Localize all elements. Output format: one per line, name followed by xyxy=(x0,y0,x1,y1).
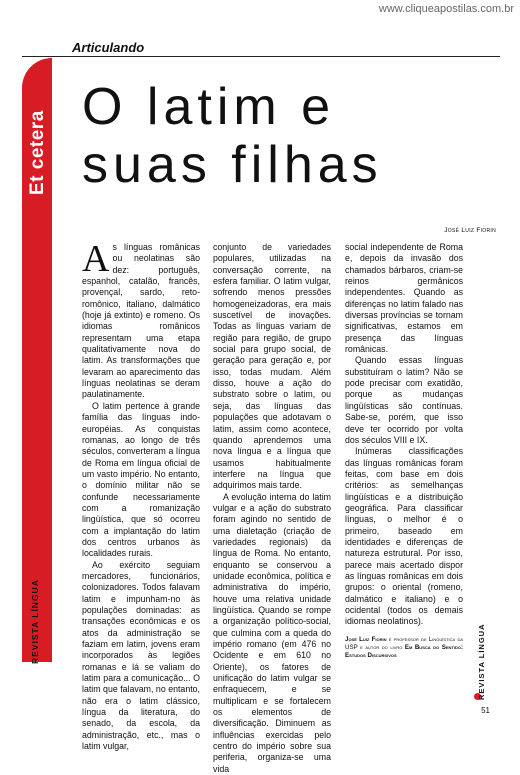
text-column-2 xyxy=(213,242,331,775)
bio-name: José Luiz Fiorin xyxy=(345,635,387,643)
title-line-1: O latim e xyxy=(82,78,336,136)
bio-text: é professor de Lingüística da USP e autor do livro xyxy=(345,635,463,651)
paragraph: conjunto de variedades populares, utilizadas na conversação corrente, na esfera familiar. O latim vulgar, sofrendo menos pressões homogeneizadoras, era mais suscetível de inovações. Todas as línguas variam de região para região, de grupo social para grupo social, de geração para geração e, por isso, todas mudam. Além disso, houve a ação do substrato sobre o latim, ou seja, das línguas das populações que adotavam o latim, assim como acontece, quando aprendemos uma nova língua e a língua que usamos habitualmente interfere na língua que adquirimos mais tarde. xyxy=(213,242,331,491)
page-number: 51 xyxy=(481,706,490,715)
text-column-3 xyxy=(345,242,463,660)
paragraph: social independente de Roma e, depois da invasão dos chamados bárbaros, criam-se reinos germânicos independentes. Quando as diferenças no latim falado nas diversas províncias se tornam significativas, estamos em presença das línguas românicas. xyxy=(345,242,463,355)
author-byline: José Luiz Fiorin xyxy=(444,227,496,234)
paragraph: As línguas românicas ou neolatinas são dez: português, espanhol, catalão, francês, provençal, sardo, reto-romônico, italiano, dalmático (hoje já extinto) e romeno. Os idiomas românicos representam uma etapa qualitativamente nova do latim. As transformações que levaram ao aparecimento das línguas neolatinas se deram paulatinamente. xyxy=(82,238,200,400)
author-bio xyxy=(345,636,463,660)
paragraph: Quando essas línguas substituíram o latim? Não se pode precisar com exatidão, porque as mudanças lingüísticas são contínuas. Sabe-se, porém, que isso deve ter ocorrido por volta dos séculos VIII e IX. xyxy=(345,355,463,445)
bio-book: Em Busca do Sentido: Estudos Discursivos xyxy=(345,643,463,659)
paragraph: A evolução interna do latim vulgar e a ação do substrato foram agindo no sentido de uma dialetação (criação de variedades regionais) da língua de Roma. No entanto, enquanto se conservou a unidade econômica, política e administrativa do império, houve uma relativa unidade lingüística. Quando se rompe a organização político-social, que culmina com a queda do império romano (em 476 no Ocidente e em 610 no Oriente), os fatores de unificação do latim vulgar se enfraquecem, e se multiplicam e se fortalecem os elementos de diversificação. Diminuem as influências exercidas pelo centro do império sobre sua periferia, organiza-se uma vida xyxy=(213,491,331,774)
title-line-2: suas filhas xyxy=(82,136,383,194)
site-url: www.cliqueapostilas.com.br xyxy=(378,3,514,15)
article-title xyxy=(82,78,383,194)
header-rule xyxy=(22,56,500,57)
magazine-name-right: REVISTA LÍNGUA xyxy=(477,623,486,700)
section-label: Articulando xyxy=(72,40,145,55)
text-column-1 xyxy=(82,238,200,752)
paragraph: O latim pertence à grande família das línguas indo-européias. As conquistas romanas, ao longo de três séculos, converteram a língua de Roma em língua oficial de um vasto império. No entanto, o domínio militar não se confunde necessariamente com a romanização lingüística, que só ocorreu com a implantação do latim dos centros urbanos às localidades rurais. xyxy=(82,400,200,559)
paragraph: Ao exército seguiam mercadores, funcionários, colonizadores. Todos falavam latim e impunham-no às populações dominadas: as transações econômicas e os atos da administração se faziam em latim, jovens eram incorporados às legiões romanas e lá se valiam do latim para a comunicação... O latim que falavam, no entanto, não era o latim clássico, língua da literatura, do senado, da escola, da administração, etc., mas o latim vulgar, xyxy=(82,559,200,752)
paragraph: Inúmeras classificações das línguas românicas foram feitas, com base em dois critérios: as semelhanças lingüísticas e a distribuição geográfica. Para classificar línguas, o melhor é o primeiro, baseado em identidades e diferenças de natureza estrutural. Por isso, parece mais acertado dispor as línguas românicas em dois grupos: o oriental (romeno, dalmático e italiano) e o ocidental (todos os demais idiomas neolatinos). xyxy=(345,446,463,627)
drop-cap: A xyxy=(82,238,110,280)
magazine-name-left: REVISTA LÍNGUA xyxy=(30,579,40,664)
sidebar-tag: Et cetera xyxy=(27,110,48,195)
